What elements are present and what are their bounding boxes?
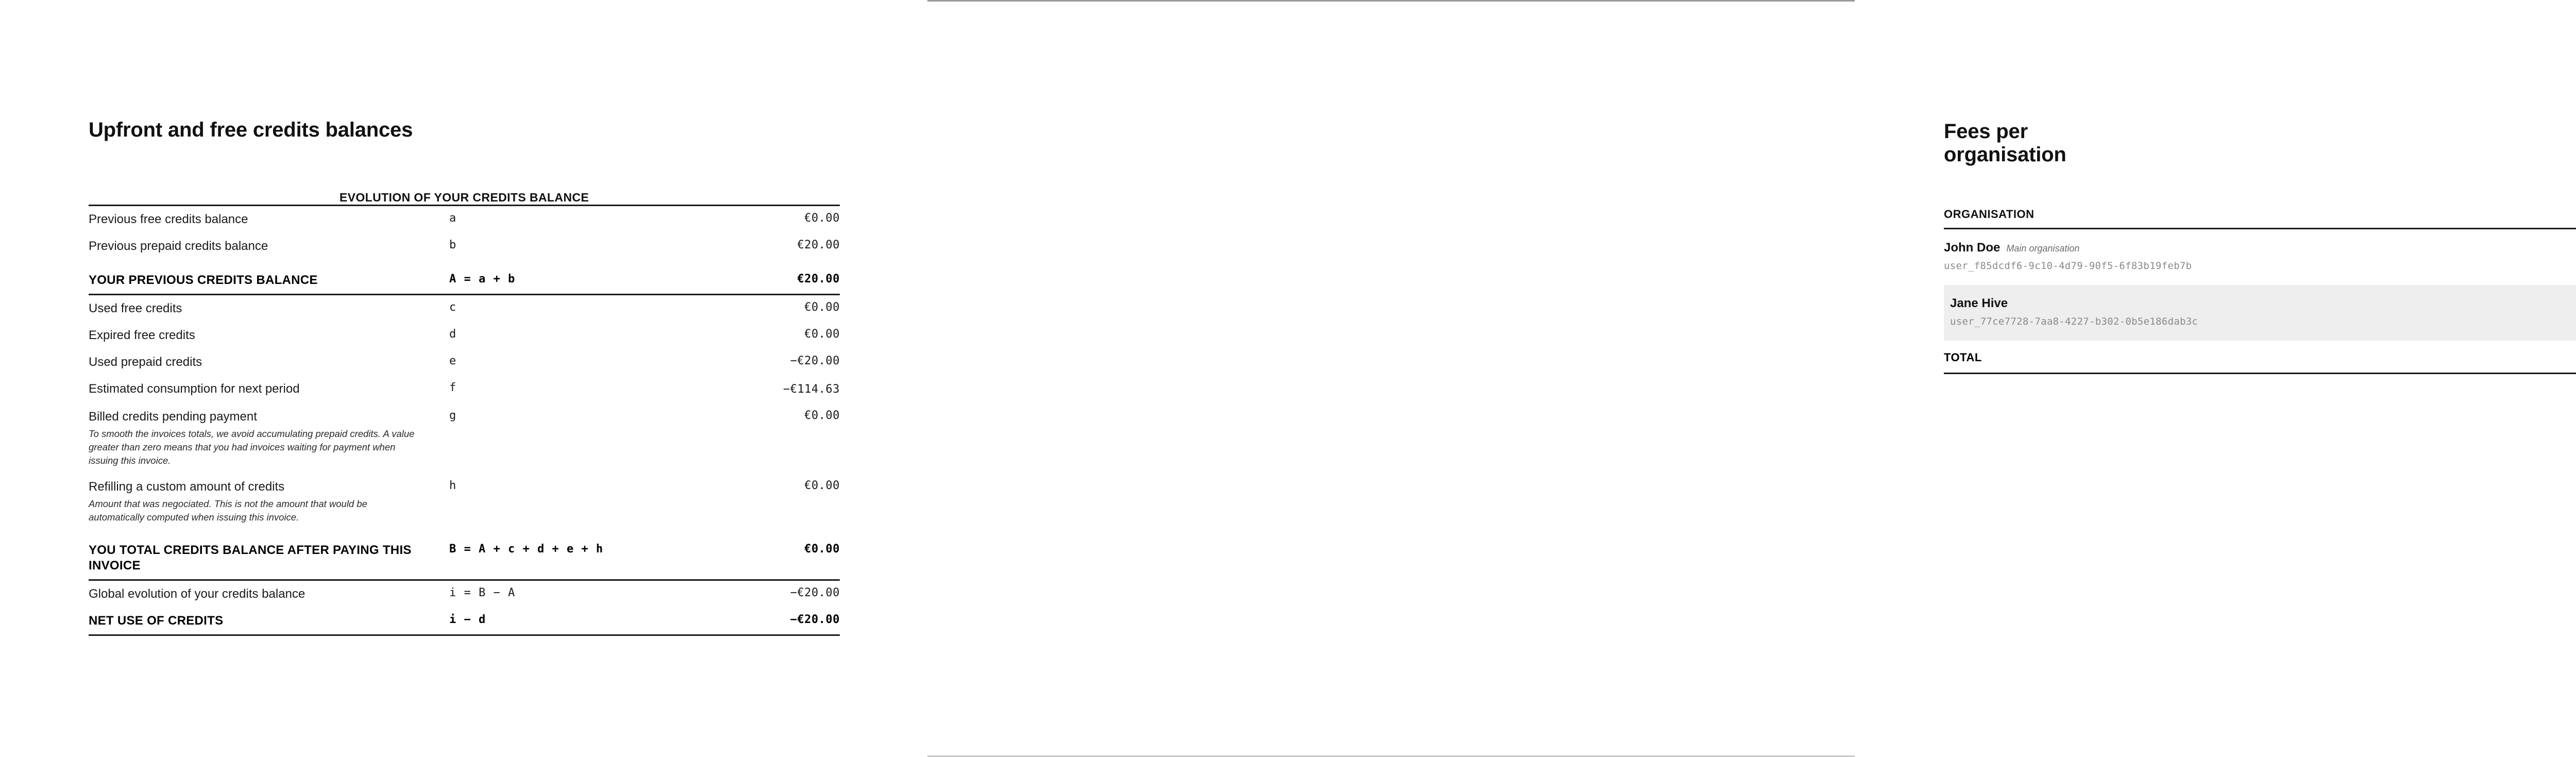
credits-table-row: [89, 233, 840, 260]
fees-total-label: TOTAL: [1944, 341, 2526, 374]
credits-table-row: [89, 537, 840, 580]
credits-row-amount: €20.00: [671, 267, 840, 295]
credits-row-code: c: [449, 295, 671, 323]
credits-row-note: Amount that was negociated. This is not the amount that would be automatically computed when issuing this invoice.: [89, 498, 367, 523]
credits-table-row: [89, 376, 840, 403]
fees-per-organisation-title: Fees per organisation: [1944, 120, 2066, 166]
credits-row-label: YOUR PREVIOUS CREDITS BALANCE: [89, 267, 449, 295]
credits-row-label: Previous free credits balance: [89, 206, 449, 233]
credits-row-amount: €0.00: [804, 479, 840, 492]
fees-table-row: [1944, 229, 2576, 285]
organisation-tag: Main organisation: [2006, 243, 2080, 254]
credits-row-label: NET USE OF CREDITS: [89, 608, 449, 635]
fees-header-row: [1944, 208, 2576, 229]
credits-table-row: [89, 267, 840, 295]
credits-table-row: [89, 403, 840, 474]
credits-row-label: Estimated consumption for next period: [89, 382, 300, 396]
fees-table-row: [1944, 285, 2576, 341]
credits-row-note: To smooth the invoices totals, we avoid accumulating prepaid credits. A value greater than zero means that you had invoices waiting for payment when issuing this invoice.: [89, 428, 415, 466]
organisation-user-id: user_77ce7728-7aa8-4227-b302-0b5e186dab3c: [1950, 316, 2198, 327]
organisation-name: Jane Hive: [1950, 296, 2008, 310]
spacer-row: [89, 530, 840, 537]
credits-table-row: [89, 322, 840, 349]
credits-table-caption-row: [89, 191, 840, 206]
credits-row-label: Used free credits: [89, 295, 449, 323]
credits-row-label: Billed credits pending payment To smooth the invoices totals, we avoid accumulating prepaid credits. A value greater than zero means that you had invoices waiting for payment when issuing this invoice.: [89, 403, 449, 474]
credits-table-row: [89, 608, 840, 635]
credits-row-label: Used prepaid credits: [89, 355, 202, 369]
credits-row-amount: €0.00: [671, 295, 840, 323]
fees-row-amount: [2526, 285, 2576, 341]
page-right: [927, 0, 2198, 757]
credits-table-row: [89, 580, 840, 608]
credits-row-code: e: [449, 355, 457, 367]
credits-row-code: B = A + c + d + e + h: [449, 537, 671, 580]
column-header-organisation: ORGANISATION: [1944, 208, 2526, 229]
credits-row-amount: €0.00: [671, 537, 840, 580]
credits-row-label: Global evolution of your credits balance: [89, 580, 449, 608]
credits-row-label: YOU TOTAL CREDITS BALANCE AFTER PAYING THIS INVOICE: [89, 537, 449, 580]
fees-row-organisation: [1944, 229, 2526, 285]
credits-row-amount: −€20.00: [671, 580, 840, 608]
credits-row-amount: €0.00: [671, 206, 840, 233]
credits-table-row: [89, 474, 840, 530]
credits-row-amount: −€20.00: [790, 355, 840, 367]
fees-per-organisation-table: [1944, 208, 2576, 374]
fees-row-amount: [2526, 229, 2576, 285]
credits-evolution-table: [89, 191, 840, 636]
page-left: [0, 0, 927, 757]
credits-row-code: a: [449, 206, 671, 233]
organisation-user-id: user_f85dcdf6-9c10-4d79-90f5-6f83b19feb7b: [1944, 260, 2192, 272]
credits-row-code: b: [449, 239, 457, 251]
credits-table-row: [89, 295, 840, 323]
fees-total-row: [1944, 341, 2576, 374]
credits-row-amount: €0.00: [804, 409, 840, 422]
upfront-credits-title: Upfront and free credits balances: [89, 119, 413, 141]
credits-table-row: [89, 349, 840, 376]
credits-row-code: h: [449, 479, 457, 492]
credits-row-label: Expired free credits: [89, 328, 195, 342]
credits-row-code: i − d: [449, 608, 671, 635]
credits-row-amount: €20.00: [797, 239, 840, 251]
credits-row-label: Previous prepaid credits balance: [89, 239, 268, 253]
credits-row-amount: [671, 376, 840, 403]
credits-row-code: f: [449, 381, 457, 394]
fees-row-organisation: [1944, 285, 2526, 341]
credits-row-code: A = a + b: [449, 267, 671, 295]
column-header-amount: [2526, 208, 2576, 229]
credits-table-caption: EVOLUTION OF YOUR CREDITS BALANCE: [339, 191, 589, 204]
credits-row-amount: €0.00: [804, 328, 840, 341]
fees-total-amount: [2526, 341, 2576, 374]
credits-row-code: i = B − A: [449, 580, 671, 608]
organisation-name: John Doe: [1944, 241, 2001, 255]
credits-row-label: Refilling a custom amount of credits Amount that was negociated. This is not the amount that would be automatically computed when issuing this invoice.: [89, 474, 449, 530]
credits-row-amount-wrapped: −€114.63: [783, 383, 840, 396]
credits-table-row: [89, 206, 840, 233]
spacer-row: [89, 260, 840, 267]
credits-row-code: d: [449, 328, 457, 341]
fees-table-head: [1944, 208, 2576, 229]
credits-row-amount: −€20.00: [671, 608, 840, 635]
credits-row-code: g: [449, 409, 457, 422]
